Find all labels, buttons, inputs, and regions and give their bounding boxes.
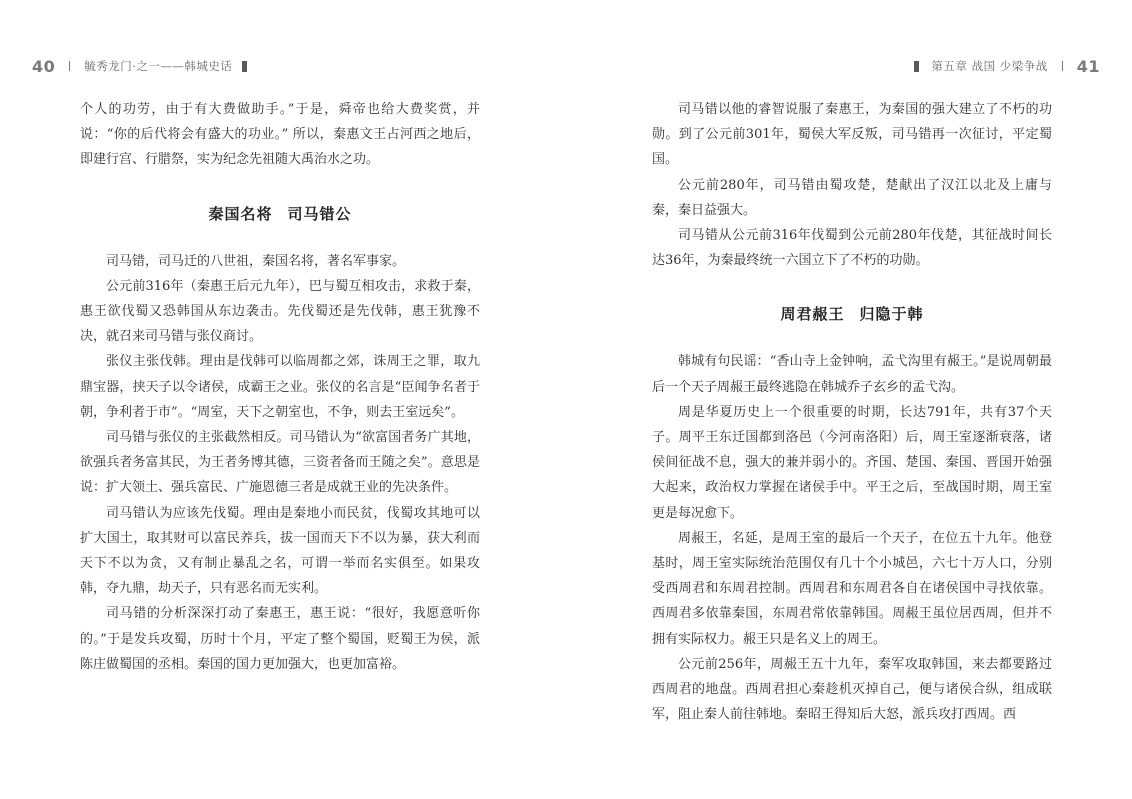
section-title-part: 秦国名将 — [208, 204, 273, 223]
paragraph: 公元前316年（秦惠王后元九年），巴与蜀互相攻击，求救于秦，惠王欲伐蜀又恐韩国从东边袭击。先伐蜀还是先伐韩，惠王犹豫不决，就召来司马错与张仪商讨。 — [80, 278, 480, 345]
paragraph: 司马错，司马迁的八世祖，秦国名将，著名军事家。 — [106, 253, 406, 269]
left-page-body — [80, 97, 480, 677]
paragraph: 公元前256年，周赧王五十九年，秦军攻取韩国，来去都要路过西周君的地盘。西周君担心秦趁机灭掉自己，便与诸侯合纵，组成联军，阻止秦人前往韩地。秦昭王得知后大怒，派兵攻打西周。西 — [652, 656, 1052, 723]
paragraph: 周赧王，名延，是周王室的最后一个天子，在位五十九年。他登基时，周王室实际统治范围仅有几十个小城邑，六七十万人口，分别受西周君和东周君控制。西周君和东周君各自在诸侯国中寻找依靠。西周君多依靠秦国，东周君常依靠韩国。周赧王虽位居西周，但并不拥有实际权力。赧王只是名义上的周王。 — [652, 530, 1052, 647]
right-page-header — [914, 54, 1100, 78]
section-title-zhou-nan-wang — [652, 301, 1052, 327]
paragraph: 张仪主张伐韩。理由是伐韩可以临周都之郊，诛周王之罪，取九鼎宝器，挟天子以令诸侯，成霸王之业。张仪的名言是“臣闻争名者于朝，争利者于市”。“周室，天下之朝室也，不争，则去王室远矣”。 — [80, 354, 480, 420]
section-title-part: 周君赧王 — [780, 305, 845, 324]
paragraph: 周是华夏历史上一个很重要的时期，长达791年，共有37个天子。周平王东迁国都到洛邑（今河南洛阳）后，周王室逐渐衰落，诸侯间征战不息，强大的兼并弱小的。齐国、楚国、秦国、晋国开始强大起来，政治权力掌握在诸侯手中。平王之后，至战国时期，周王室更是每况愈下。 — [652, 404, 1052, 521]
right-page-body — [652, 97, 1052, 727]
paragraph: 司马错认为应该先伐蜀。理由是秦地小而民贫，伐蜀攻其地可以扩大国土，取其财可以富民养兵，拔一国而天下不以为暴，获大利而天下不以为贪，又有制止暴乱之名，可谓一举而名实俱至。如果攻韩，夺九鼎，劫天子，只有恶名而无实利。 — [80, 505, 480, 597]
paragraph: 司马错以他的睿智说服了秦惠王，为秦国的强大建立了不朽的功勋。到了公元前301年，蜀侯大军反叛，司马错再一次征讨，平定蜀国。 — [652, 102, 1052, 168]
paragraph: 司马错的分析深深打动了秦惠王，惠王说：“很好，我愿意听你的。”于是发兵攻蜀，历时十个月，平定了整个蜀国，贬蜀王为侯，派陈庄做蜀国的丞相。秦国的国力更加强大，也更加富裕。 — [80, 606, 480, 672]
header-divider — [69, 61, 70, 71]
paragraph: 个人的功劳，由于有大费做助手。”于是，舜帝也给大费奖赏，并说：“你的后代将会有盛大的功业。” 所以，秦惠文王占河西之地后，即建行宫、行腊祭，实为纪念先祖随大禹治水之功。 — [80, 102, 480, 168]
header-block-mark — [914, 61, 919, 72]
paragraph: 司马错与张仪的主张截然相反。司马错认为“欲富国者务广其地，欲强兵者务富其民，为王者务博其德，三资者备而王随之矣”。意思是说：扩大领土、强兵富民、广施恩德三者是成就王业的先决条件。 — [80, 430, 480, 496]
paragraph: 韩城有句民谣：“香山寺上金钟响，孟弋沟里有赧王。”是说周朝最后一个天子周赧王最终逃隐在韩城乔子玄乡的孟弋沟。 — [652, 354, 1052, 395]
right-page-number: 41 — [1076, 56, 1100, 76]
section-title-sima-cuo — [80, 201, 480, 227]
section-title-part: 司马错公 — [287, 204, 352, 223]
paragraph: 司马错从公元前316年伐蜀到公元前280年伐楚，其征战时间长达36年，为秦最终统一六国立下了不朽的功勋。 — [652, 228, 1052, 269]
header-block-mark — [242, 61, 247, 72]
paragraph: 公元前280年，司马错由蜀攻楚，楚献出了汉江以北及上庸与秦，秦日益强大。 — [652, 177, 1052, 218]
header-divider — [1062, 61, 1063, 71]
left-page-number: 40 — [32, 56, 56, 76]
right-header-title: 第五章 战国 少梁争战 — [931, 59, 1048, 73]
left-page-header — [32, 54, 247, 78]
left-header-title: 毓秀龙门·之一——韩城史话 — [84, 59, 233, 73]
section-title-part: 归隐于韩 — [859, 305, 924, 324]
right-page — [566, 0, 1132, 799]
